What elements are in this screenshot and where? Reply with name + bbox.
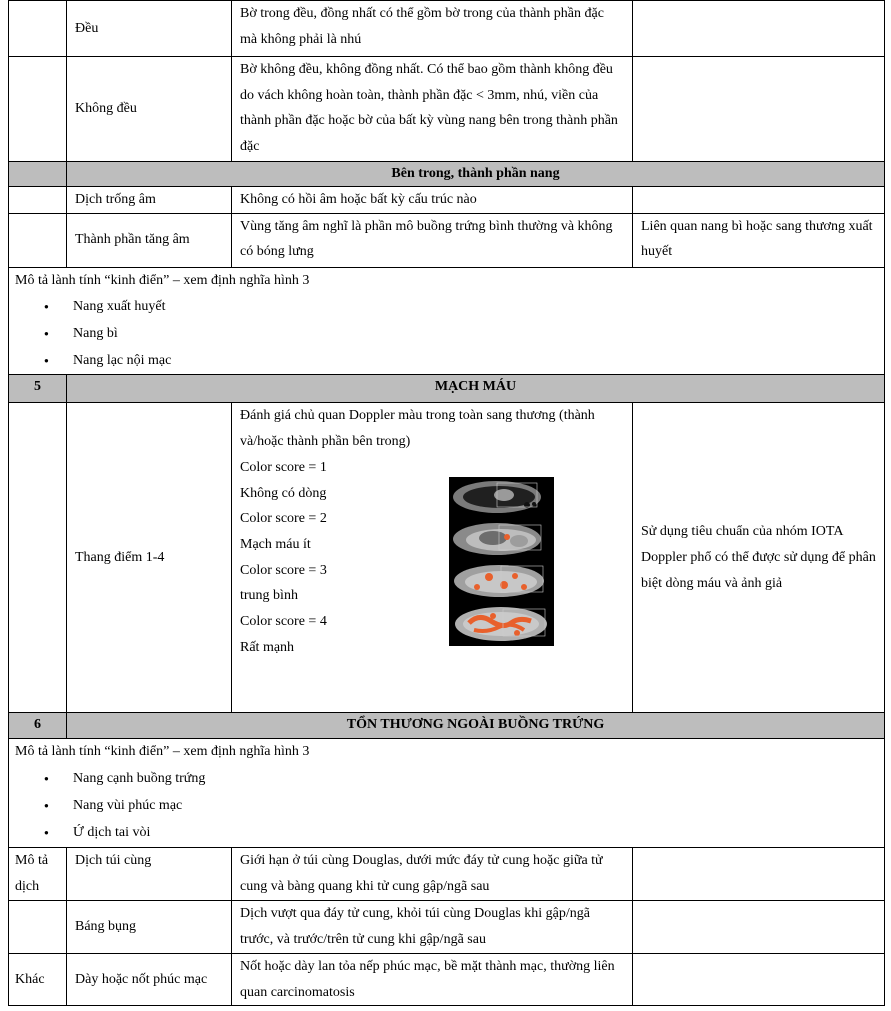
group-label: Khác: [9, 953, 67, 1005]
color-score-1-image: [449, 477, 554, 518]
term-description: Không có hồi âm hoặc bất kỳ cấu trúc nào: [232, 187, 633, 214]
benign-block: [9, 267, 885, 375]
color-score-line: Color score = 4: [240, 614, 327, 630]
row-dich-trong-am: [9, 187, 885, 214]
term-description: Vùng tăng âm nghĩ là phần mô buồng trứng bình thường và không có bóng lưng: [232, 213, 633, 267]
cell-empty: [633, 1, 885, 57]
doppler-intro: Đánh giá chủ quan Doppler màu trong toàn sang thương (thành và/hoặc thành phần bên trong): [240, 408, 595, 450]
benign-list: [15, 765, 876, 846]
cell-empty: [9, 57, 67, 162]
color-score-line: Rất mạnh: [240, 639, 295, 655]
cell-empty: [633, 953, 885, 1005]
section-title: Bên trong, thành phần nang: [67, 162, 885, 187]
color-score-line: Color score = 1: [240, 459, 327, 475]
color-score-line: Mạch máu ít: [240, 536, 311, 552]
term-description: Nốt hoặc dày lan tỏa nếp phúc mạc, bề mặt thành mạc, thường liên quan carcinomatosis: [232, 953, 633, 1005]
term-label: Dịch túi cùng: [67, 848, 232, 901]
list-item: ● Nang xuất huyết: [73, 293, 876, 320]
section-title: MẠCH MÁU: [67, 375, 885, 403]
section-number: 5: [9, 375, 67, 403]
cell-empty: [9, 213, 67, 267]
term-description: Giới hạn ở túi cùng Douglas, dưới mức đáy tử cung hoặc giữa tử cung và bàng quang khi tử cung gập/ngã sau: [232, 848, 633, 901]
color-score-description: [232, 403, 633, 713]
section-number: 6: [9, 713, 67, 739]
cell-empty: [9, 162, 67, 187]
cell-empty: [9, 1, 67, 57]
row-deu: [9, 1, 885, 57]
color-score-line: Color score = 3: [240, 562, 327, 578]
term-label: Đều: [67, 1, 232, 57]
section-header-5: [9, 375, 885, 403]
cell-empty: [633, 848, 885, 901]
row-dich-tui-cung: [9, 848, 885, 901]
group-label: Mô tả dịch: [9, 848, 67, 901]
cell-empty: [633, 187, 885, 214]
term-description: Dịch vượt qua đáy tử cung, khỏi túi cùng Douglas khi gập/ngã trước, và trước/trên tử cung khi gập/ngã sau: [232, 901, 633, 953]
row-thanh-phan-tang-am: [9, 213, 885, 267]
list-item: ● Nang bì: [73, 320, 876, 347]
section-header-inside: [9, 162, 885, 187]
list-item: ● Nang vùi phúc mạc: [73, 792, 876, 819]
color-score-3-image: [449, 561, 554, 602]
term-label: Dày hoặc nốt phúc mạc: [67, 953, 232, 1005]
row-benign-classic-2: [9, 739, 885, 848]
term-description: Bờ không đều, không đồng nhất. Có thể bao gồm thành không đều do vách không hoàn toàn, thành phần đặc < 3mm, nhú, viền của thành phần đặc hoặc bờ của bất kỳ vùng nang bên trong thành phần đặc: [232, 57, 633, 162]
cell-empty: [9, 901, 67, 953]
term-label: Báng bụng: [67, 901, 232, 953]
color-score-2-image: [449, 519, 554, 560]
color-score-line: Không có dòng: [240, 485, 327, 501]
benign-block: [9, 739, 885, 848]
color-score-illustration: [449, 477, 554, 646]
term-label: Không đều: [67, 57, 232, 162]
term-note: Liên quan nang bì hoặc sang thương xuất huyết: [633, 213, 885, 267]
term-label: Thang điểm 1-4: [67, 403, 232, 713]
cell-empty: [9, 187, 67, 214]
cell-empty: [633, 901, 885, 953]
list-item: ● Nang cạnh buồng trứng: [73, 765, 876, 792]
benign-intro: Mô tả lành tính “kinh điển” – xem định nghĩa hình 3: [15, 744, 310, 760]
term-label: Dịch trống âm: [67, 187, 232, 214]
row-benign-classic-1: [9, 267, 885, 375]
row-khac: [9, 953, 885, 1005]
row-thang-diem: [9, 403, 885, 713]
section-header-6: [9, 713, 885, 739]
term-description: Bờ trong đều, đồng nhất có thể gồm bờ trong của thành phần đặc mà không phải là nhú: [232, 1, 633, 57]
cell-empty: [633, 57, 885, 162]
color-score-line: trung bình: [240, 588, 298, 604]
list-item: ● Ứ dịch tai vòi: [73, 819, 876, 846]
benign-intro: Mô tả lành tính “kinh điển” – xem định nghĩa hình 3: [15, 272, 310, 288]
term-note: Sử dụng tiêu chuẩn của nhóm IOTA Doppler phổ có thể được sử dụng để phân biệt dòng máu và ảnh giả: [633, 403, 885, 713]
term-label: Thành phần tăng âm: [67, 213, 232, 267]
row-bang-bung: [9, 901, 885, 953]
row-khong-deu: [9, 57, 885, 162]
section-title: TỔN THƯƠNG NGOÀI BUỒNG TRỨNG: [67, 713, 885, 739]
color-score-line: Color score = 2: [240, 511, 327, 527]
color-score-4-image: [449, 603, 554, 646]
benign-list: [15, 293, 876, 374]
orads-lexicon-table: [8, 0, 885, 1006]
cell-empty: [9, 403, 67, 713]
list-item: ● Nang lạc nội mạc: [73, 347, 876, 374]
